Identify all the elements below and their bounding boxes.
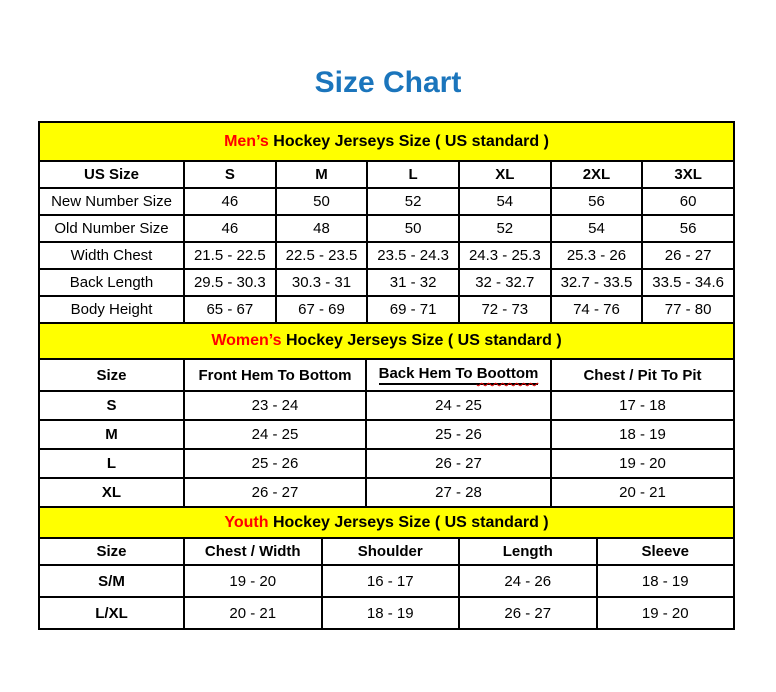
underlined-header-text: Back Hem To Boottom — [379, 365, 539, 385]
womens-column-header: Front Hem To Bottom — [184, 359, 366, 391]
youth-value-cell: 19 - 20 — [184, 565, 322, 597]
mens-data-row — [39, 188, 734, 215]
womens-value-cell: 26 - 27 — [184, 478, 366, 507]
womens-row-label: XL — [39, 478, 184, 507]
mens-value-cell: 32 - 32.7 — [459, 269, 551, 296]
mens-banner — [39, 122, 734, 161]
mens-value-cell: 69 - 71 — [367, 296, 459, 323]
womens-banner-row — [39, 323, 734, 359]
mens-value-cell: 54 — [551, 215, 643, 242]
mens-value-cell: 56 — [551, 188, 643, 215]
womens-value-cell: 26 - 27 — [366, 449, 551, 478]
size-tables — [38, 121, 735, 630]
youth-value-cell: 26 - 27 — [459, 597, 597, 629]
womens-data-row — [39, 420, 734, 449]
womens-row-label: L — [39, 449, 184, 478]
youth-row-label: L/XL — [39, 597, 184, 629]
womens-value-cell: 17 - 18 — [551, 391, 734, 420]
youth-value-cell: 16 - 17 — [322, 565, 460, 597]
womens-column-header: Chest / Pit To Pit — [551, 359, 734, 391]
womens-value-cell: 25 - 26 — [366, 420, 551, 449]
mens-value-cell: 23.5 - 24.3 — [367, 242, 459, 269]
mens-value-cell: 72 - 73 — [459, 296, 551, 323]
mens-header-row — [39, 161, 734, 188]
mens-row-label: New Number Size — [39, 188, 184, 215]
mens-value-cell: 29.5 - 30.3 — [184, 269, 276, 296]
mens-value-cell: 32.7 - 33.5 — [551, 269, 643, 296]
mens-column-header: M — [276, 161, 368, 188]
page-title: Size Chart — [314, 66, 462, 99]
mens-value-cell: 77 - 80 — [642, 296, 734, 323]
mens-banner-highlight: Men’s — [224, 132, 269, 150]
womens-value-cell: 20 - 21 — [551, 478, 734, 507]
mens-value-cell: 31 - 32 — [367, 269, 459, 296]
mens-value-cell: 74 - 76 — [551, 296, 643, 323]
mens-data-row — [39, 215, 734, 242]
mens-column-header: 2XL — [551, 161, 643, 188]
youth-value-cell: 18 - 19 — [597, 565, 735, 597]
mens-value-cell: 24.3 - 25.3 — [459, 242, 551, 269]
mens-value-cell: 46 — [184, 215, 276, 242]
youth-value-cell: 18 - 19 — [322, 597, 460, 629]
youth-banner-text: Hockey Jerseys Size ( US standard ) — [268, 513, 549, 531]
size-table-youth — [38, 506, 735, 630]
womens-banner-highlight: Women’s — [211, 332, 282, 349]
mens-value-cell: 56 — [642, 215, 734, 242]
youth-column-header: Size — [39, 538, 184, 565]
youth-data-row — [39, 565, 734, 597]
womens-value-cell: 24 - 25 — [184, 420, 366, 449]
misspelled-word: Boottom — [476, 364, 539, 382]
mens-value-cell: 52 — [367, 188, 459, 215]
youth-value-cell: 20 - 21 — [184, 597, 322, 629]
size-table-womens — [38, 322, 735, 508]
mens-value-cell: 33.5 - 34.6 — [642, 269, 734, 296]
youth-header-row — [39, 538, 734, 565]
mens-value-cell: 52 — [459, 215, 551, 242]
youth-banner — [39, 507, 734, 538]
womens-value-cell: 19 - 20 — [551, 449, 734, 478]
mens-value-cell: 30.3 - 31 — [276, 269, 368, 296]
mens-value-cell: 22.5 - 23.5 — [276, 242, 368, 269]
womens-value-cell: 27 - 28 — [366, 478, 551, 507]
womens-column-header: Size — [39, 359, 184, 391]
womens-banner — [39, 323, 734, 359]
youth-value-cell: 24 - 26 — [459, 565, 597, 597]
mens-banner-row — [39, 122, 734, 161]
mens-row-label: Width Chest — [39, 242, 184, 269]
womens-column-header-underlined — [366, 359, 551, 391]
womens-value-cell: 25 - 26 — [184, 449, 366, 478]
size-table-mens — [38, 121, 735, 324]
mens-column-header: XL — [459, 161, 551, 188]
womens-row-label: M — [39, 420, 184, 449]
womens-header-row — [39, 359, 734, 391]
womens-row-label: S — [39, 391, 184, 420]
womens-banner-text: Hockey Jerseys Size ( US standard ) — [281, 332, 562, 349]
mens-value-cell: 50 — [276, 188, 368, 215]
mens-row-label: Body Height — [39, 296, 184, 323]
mens-data-row — [39, 296, 734, 323]
youth-column-header: Shoulder — [322, 538, 460, 565]
mens-value-cell: 65 - 67 — [184, 296, 276, 323]
youth-column-header: Sleeve — [597, 538, 735, 565]
youth-banner-highlight: Youth — [224, 513, 269, 531]
womens-data-row — [39, 391, 734, 420]
youth-column-header: Length — [459, 538, 597, 565]
womens-value-cell: 24 - 25 — [366, 391, 551, 420]
mens-banner-text: Hockey Jerseys Size ( US standard ) — [268, 132, 549, 150]
youth-data-row — [39, 597, 734, 629]
mens-column-header: US Size — [39, 161, 184, 188]
mens-column-header: 3XL — [642, 161, 734, 188]
mens-value-cell: 67 - 69 — [276, 296, 368, 323]
mens-column-header: S — [184, 161, 276, 188]
mens-value-cell: 60 — [642, 188, 734, 215]
mens-data-row — [39, 242, 734, 269]
mens-value-cell: 54 — [459, 188, 551, 215]
mens-column-header: L — [367, 161, 459, 188]
womens-data-row — [39, 478, 734, 507]
youth-banner-row — [39, 507, 734, 538]
mens-value-cell: 46 — [184, 188, 276, 215]
mens-value-cell: 48 — [276, 215, 368, 242]
mens-value-cell: 25.3 - 26 — [551, 242, 643, 269]
mens-row-label: Back Length — [39, 269, 184, 296]
youth-value-cell: 19 - 20 — [597, 597, 735, 629]
mens-data-row — [39, 269, 734, 296]
youth-row-label: S/M — [39, 565, 184, 597]
mens-value-cell: 21.5 - 22.5 — [184, 242, 276, 269]
womens-value-cell: 23 - 24 — [184, 391, 366, 420]
mens-row-label: Old Number Size — [39, 215, 184, 242]
womens-data-row — [39, 449, 734, 478]
womens-value-cell: 18 - 19 — [551, 420, 734, 449]
mens-value-cell: 26 - 27 — [642, 242, 734, 269]
mens-value-cell: 50 — [367, 215, 459, 242]
youth-column-header: Chest / Width — [184, 538, 322, 565]
